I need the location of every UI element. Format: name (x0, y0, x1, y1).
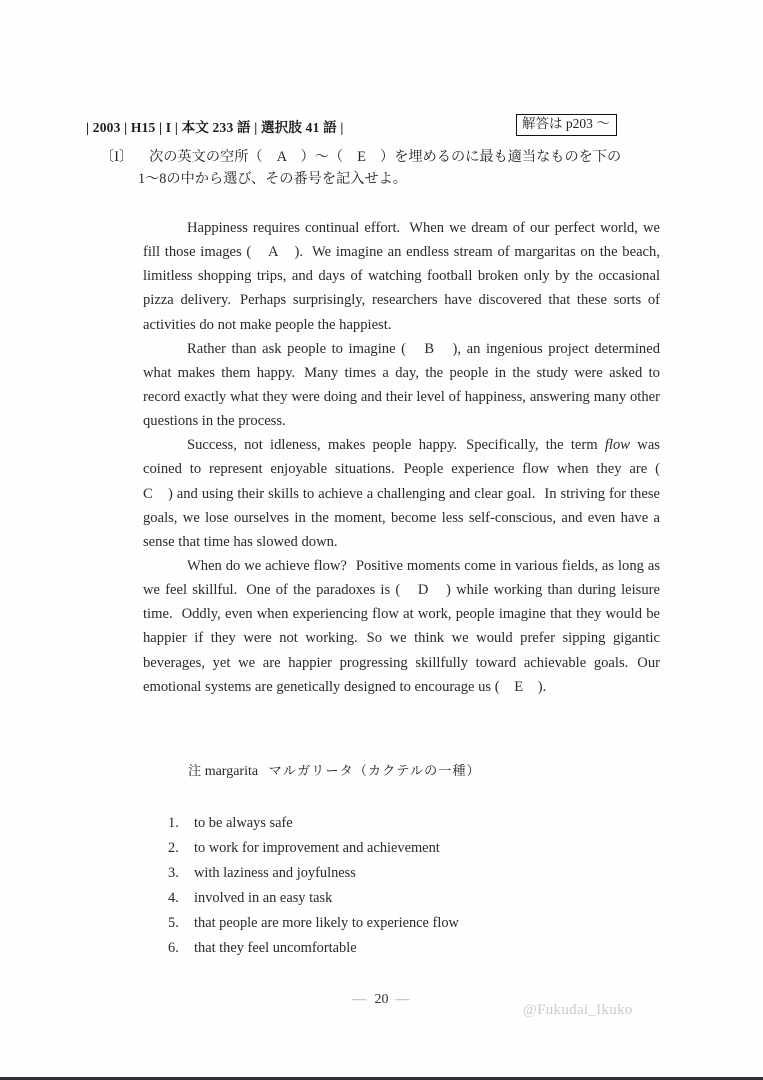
sentence: Rather than ask people to imagine ( B ), an ingenious project determined what makes them happy. (143, 340, 660, 381)
note-marker: 注 (188, 764, 202, 779)
sentence: Oddly, even when experiencing flow at work, people imagine that they would be happier if they were not working. (143, 606, 660, 647)
sentence: So we think we would prefer sipping gigantic beverages, yet we are happier progressing skillfully toward achievable goals. (143, 630, 660, 671)
sentence: In striving for these goals, we lose ourselves in the moment, become less self-conscious, and even have a sense that time has slowed down. (143, 485, 660, 550)
answer-options-list (168, 815, 459, 965)
note-gloss: マルガリータ（カクテルの一種） (268, 764, 481, 779)
vocabulary-note (188, 760, 481, 780)
option-item-4[interactable] (168, 890, 459, 915)
option-number: 5. (168, 915, 179, 931)
answer-reference-box: 解答は p203 ～ (516, 114, 617, 136)
passage-paragraph-1 (143, 216, 660, 337)
option-number: 3. (168, 865, 179, 881)
option-item-6[interactable] (168, 940, 459, 965)
watermark: @Fukudai_Ikuko (523, 1002, 633, 1018)
sentence: When do we achieve flow? (187, 557, 347, 574)
option-number: 6. (168, 940, 179, 956)
passage-paragraph-3 (143, 433, 675, 554)
sentence: We imagine an endless stream of margaritas on the beach, limitless shopping trips, and days of watching football broken only by the occasional pizza delivery. (143, 244, 660, 309)
passage-paragraph-2 (143, 337, 660, 434)
sentence: Specifically, the term (466, 437, 605, 454)
option-item-1[interactable] (168, 815, 459, 840)
note-term: margarita (204, 764, 259, 779)
instruction-line-2: 1～8の中から選び、その番号を記入せよ。 (138, 171, 407, 188)
option-item-3[interactable] (168, 865, 459, 890)
sentence: When we dream of our perfect world, we fill those images ( A ). (143, 220, 660, 261)
option-label: to be always safe (194, 815, 293, 831)
sentence: Success, not idleness, makes people happy. (187, 437, 458, 454)
option-number: 4. (168, 890, 179, 906)
source-meta-line: | 2003 | H15 | I | 本文 233 語 | 選択肢 41 語 | (86, 120, 344, 135)
dash-left: — (352, 992, 368, 1007)
page-number-value: 20 (374, 992, 389, 1007)
term-flow-italic: flow (604, 437, 631, 454)
sentence: Positive moments come in various fields, as long as we feel skillful. (143, 557, 660, 599)
option-label: with laziness and joyfulness (194, 865, 356, 881)
sentence: Perhaps surprisingly, researchers have discovered that these sorts of activities do not make people the happiest. (143, 292, 660, 333)
instruction-line-1 (100, 146, 680, 168)
question-instructions (100, 146, 680, 191)
page-number-footer (0, 992, 763, 1008)
option-number: 2. (168, 840, 179, 856)
option-item-2[interactable] (168, 840, 459, 865)
sentence: Our emotional systems are genetically designed to encourage us ( E ). (143, 654, 660, 695)
option-label: to work for improvement and achievement (194, 840, 440, 856)
option-label: involved in an easy task (194, 890, 333, 906)
option-label: that people are more likely to experience flow (194, 915, 459, 931)
dash-right: — (395, 992, 411, 1007)
option-label: that they feel uncomfortable (194, 940, 357, 956)
sentence: People experience flow when they are ( C ) and using their skills to achieve a challenging and clear goal. (143, 461, 675, 502)
sentence: Happiness requires continual effort. (187, 220, 401, 236)
sentence: Many times a day, the people in the study were asked to record exactly what they were doing and their level of happiness, answering many other questions in the process. (143, 364, 660, 430)
option-number: 1. (168, 815, 179, 831)
reading-passage (143, 216, 675, 699)
sentence: One of the paradoxes is ( D ) while working than during leisure time. (143, 582, 660, 623)
option-item-5[interactable] (168, 915, 459, 940)
instruction-text-1: 次の英文の空所（ A ）～（ E ）を埋めるのに最も適当なものを下の (149, 149, 622, 165)
question-number-tag: 〔I〕 (100, 149, 134, 165)
passage-paragraph-4 (143, 554, 660, 699)
sentence: was coined to represent enjoyable situations. (143, 437, 660, 478)
